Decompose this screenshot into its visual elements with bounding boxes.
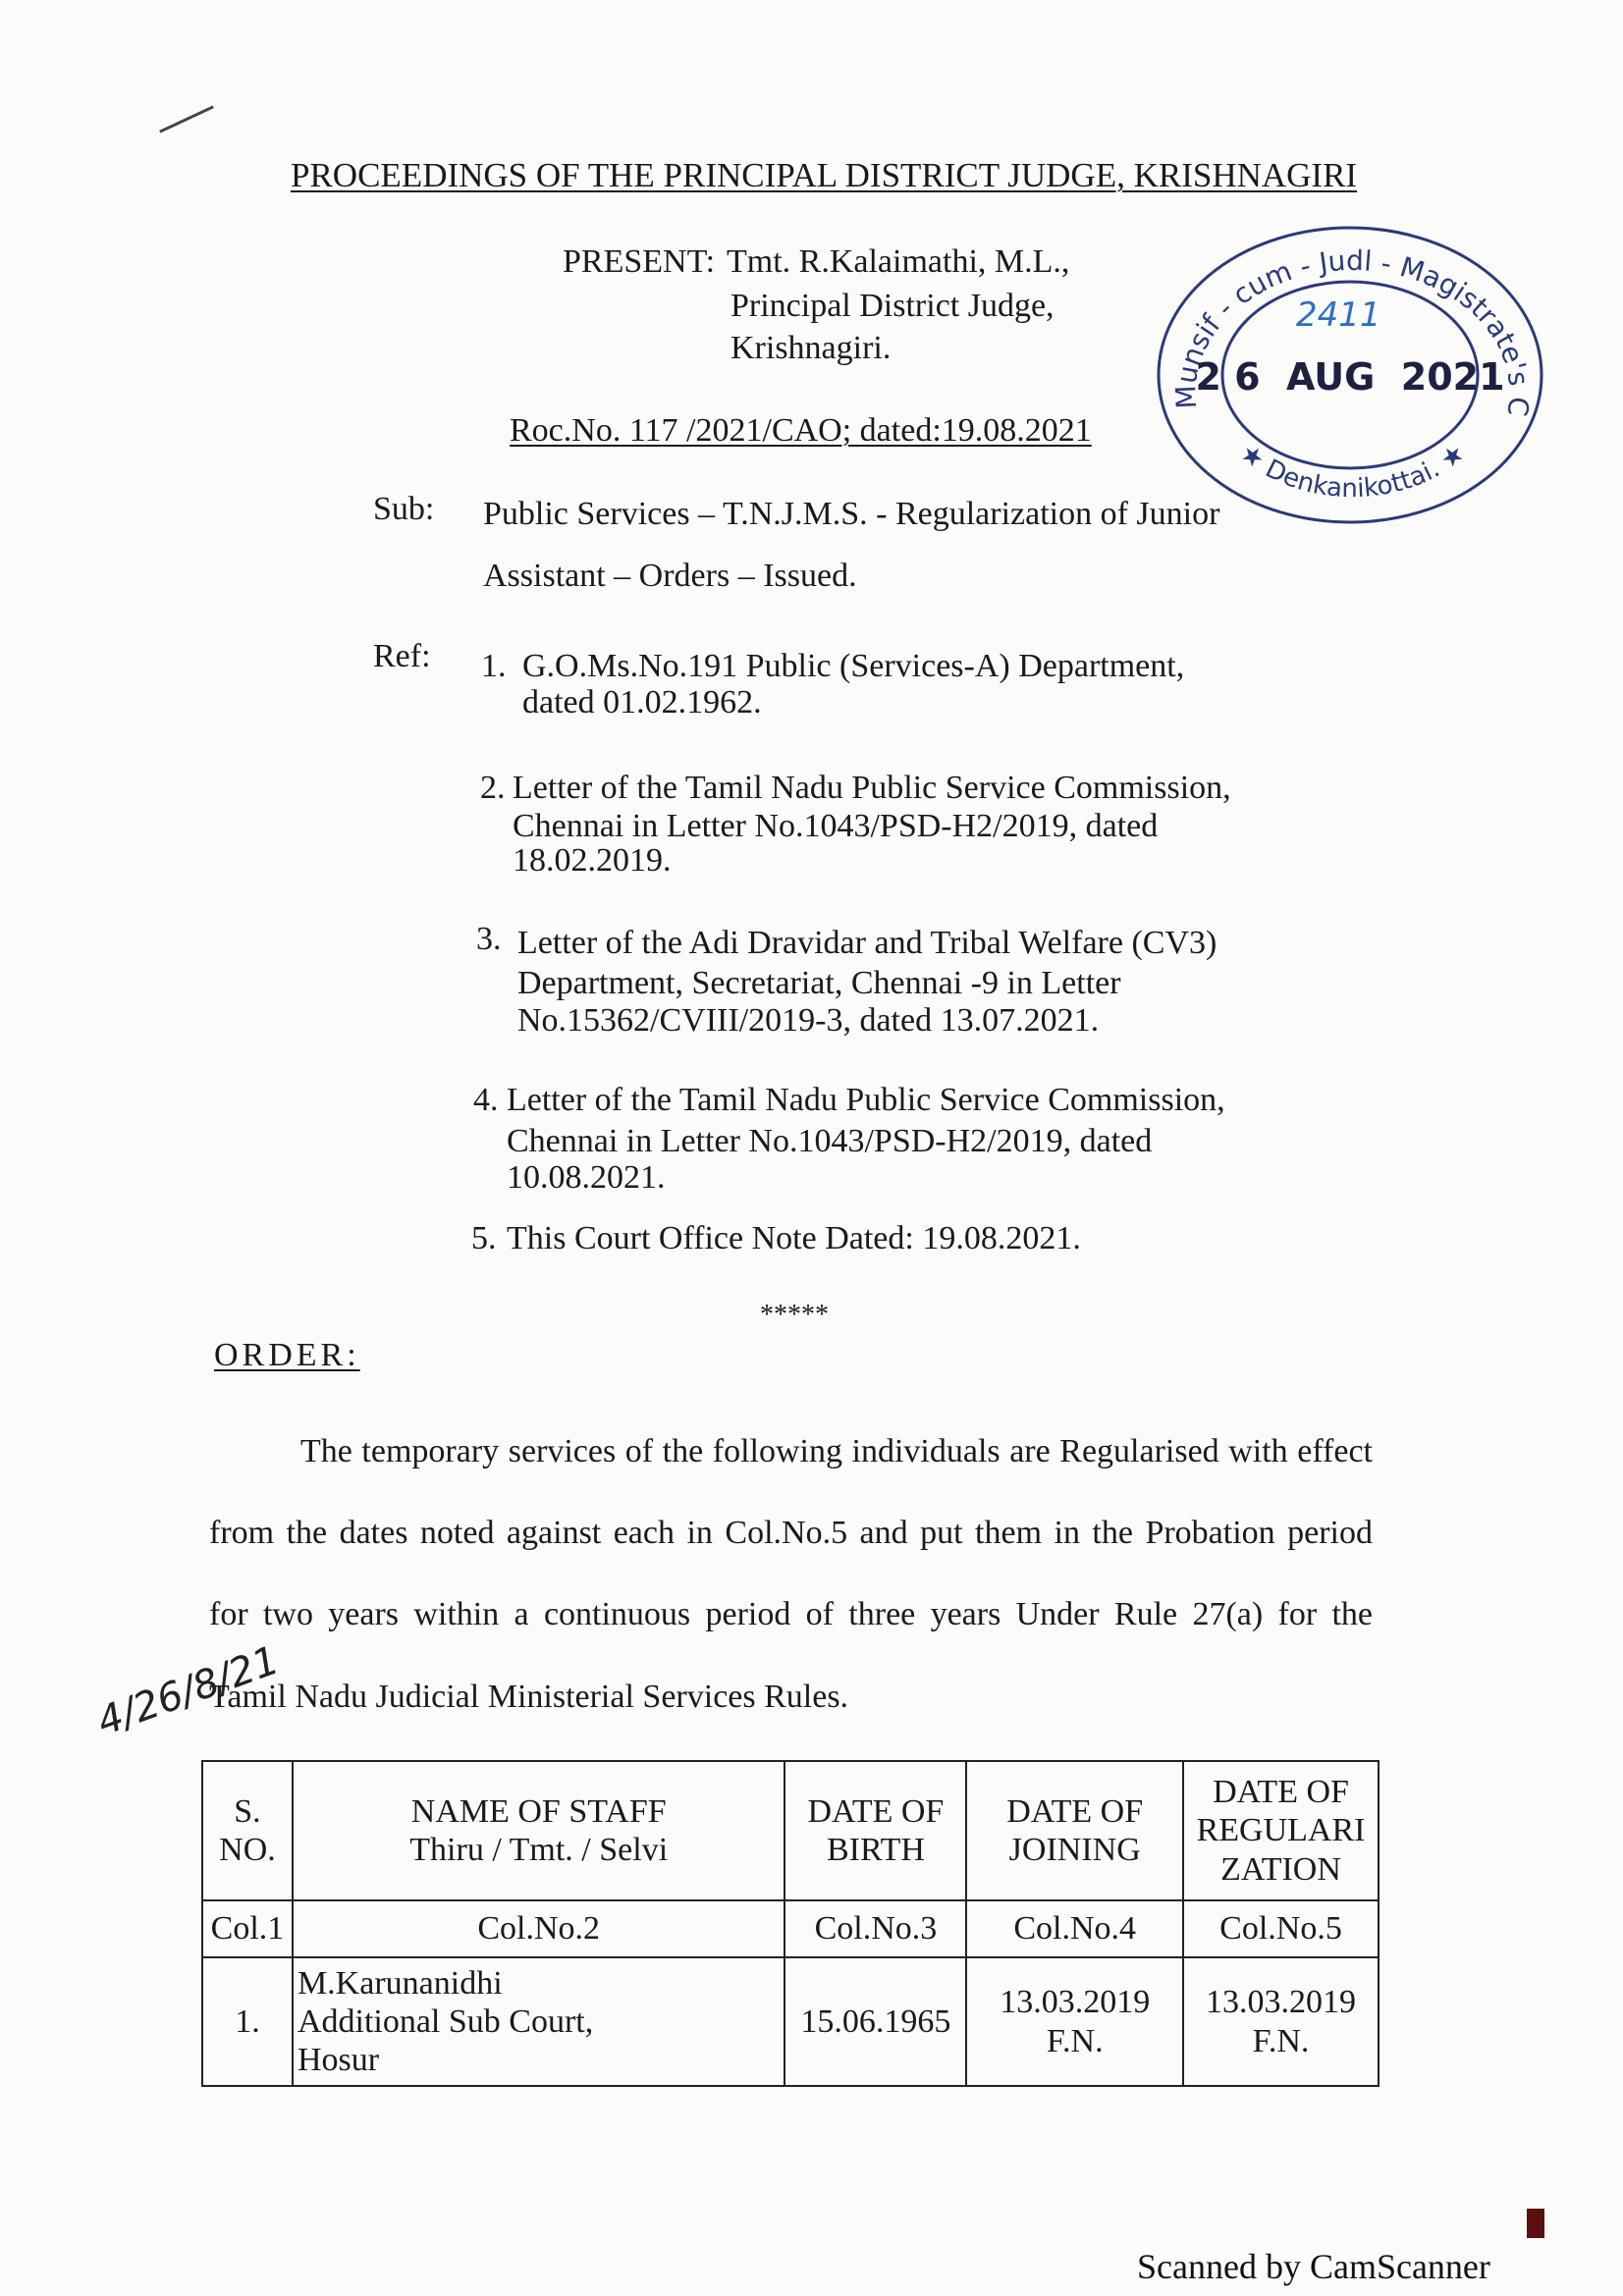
scanner-watermark: Scanned by CamScanner (1137, 2247, 1490, 2286)
subject-label: Sub: (373, 491, 435, 527)
ref-3-num: 3. (476, 921, 502, 957)
header-dob: DATE OF BIRTH (784, 1761, 966, 1900)
cell-dob: 15.06.1965 (784, 1957, 966, 2086)
order-line-3: for two years within a continuous period of three years Under Rule 27(a) for the (209, 1596, 1373, 1632)
staff-table (201, 1760, 1380, 2087)
order-heading: ORDER: (214, 1337, 360, 1373)
ref-2-line: Chennai in Letter No.1043/PSD-H2/2019, dated (513, 808, 1159, 844)
header-name: NAME OF STAFF Thiru / Tmt. / Selvi (293, 1761, 785, 1900)
separator: ***** (760, 1300, 829, 1330)
present-name: Tmt. R.Kalaimathi, M.L., (727, 243, 1070, 280)
ref-3-line: No.15362/CVIII/2019-3, dated 13.07.2021. (517, 1002, 1100, 1039)
ref-3-line: Department, Secretariat, Chennai -9 in Letter (517, 965, 1121, 1001)
ref-2-line: 18.02.2019. (513, 842, 672, 879)
ref-4-line: Chennai in Letter No.1043/PSD-H2/2019, dated (507, 1123, 1153, 1159)
ref-label: Ref: (373, 638, 431, 674)
order-line-4: Tamil Nadu Judicial Ministerial Services Rules. (209, 1679, 849, 1715)
col-label: Col.No.4 (966, 1900, 1183, 1957)
present-designation: Principal District Judge, (730, 288, 1055, 324)
ref-5-num: 5. (471, 1220, 497, 1256)
ref-3-line: Letter of the Adi Dravidar and Tribal Welfare (CV3) (517, 925, 1217, 961)
header-dor: DATE OF REGULARI ZATION (1183, 1761, 1379, 1900)
pen-mark (159, 105, 214, 133)
handwritten-initials: 4/26/8/21 (90, 1637, 286, 1745)
cell-dor: 13.03.2019 F.N. (1183, 1957, 1379, 2086)
column-label-row (202, 1900, 1379, 1957)
stamp-date: 2 6 AUG 2021 (1195, 355, 1505, 399)
col-label: Col.1 (202, 1900, 293, 1957)
court-seal-stamp (1149, 218, 1551, 532)
col-label: Col.No.5 (1183, 1900, 1379, 1957)
ref-4-num: 4. (473, 1082, 499, 1118)
ref-1-line: dated 01.02.1962. (522, 684, 762, 721)
col-label: Col.No.2 (293, 1900, 785, 1957)
order-line-2: from the dates noted against each in Col.No.5 and put them in the Probation period (209, 1515, 1373, 1551)
header-doj: DATE OF JOINING (966, 1761, 1183, 1900)
roc-number: Roc.No. 117 /2021/CAO; dated:19.08.2021 (510, 412, 1092, 449)
subject-line-1: Public Services – T.N.J.M.S. - Regularization of Junior (483, 496, 1220, 532)
col-label: Col.No.3 (784, 1900, 966, 1957)
cell-doj: 13.03.2019 F.N. (966, 1957, 1183, 2086)
present-label: PRESENT: (563, 243, 716, 280)
stamp-bottom-text: ★ Denkanikottai. ★ (1233, 438, 1472, 505)
ref-2-line: Letter of the Tamil Nadu Public Service Commission, (513, 770, 1231, 806)
stamp-handwritten-number: 2411 (1296, 295, 1381, 335)
header-sno: S. NO. (202, 1761, 293, 1900)
subject-line-2: Assistant – Orders – Issued. (483, 558, 857, 594)
ref-4-line: 10.08.2021. (507, 1159, 666, 1196)
scan-edge-mark (1527, 2209, 1544, 2238)
ref-1-num: 1. (481, 648, 507, 684)
ref-1-line: G.O.Ms.No.191 Public (Services-A) Department, (522, 648, 1185, 684)
ref-4-line: Letter of the Tamil Nadu Public Service Commission, (507, 1082, 1225, 1118)
cell-sno: 1. (202, 1957, 293, 2086)
ref-2-num: 2. (480, 770, 506, 806)
present-place: Krishnagiri. (730, 330, 892, 366)
ref-5-line: This Court Office Note Dated: 19.08.2021. (507, 1220, 1081, 1256)
stamp-ring-text: Munsif - cum - Judl - Magistrate's C (1169, 243, 1536, 418)
page-title: PROCEEDINGS OF THE PRINCIPAL DISTRICT JUDGE, KRISHNAGIRI (291, 156, 1358, 194)
cell-name: M.Karunanidhi Additional Sub Court, Hosur (293, 1957, 785, 2086)
table-row (202, 1957, 1379, 2086)
order-line-1: The temporary services of the following individuals are Regularised with effect (300, 1433, 1373, 1469)
table-header-row (202, 1761, 1379, 1900)
